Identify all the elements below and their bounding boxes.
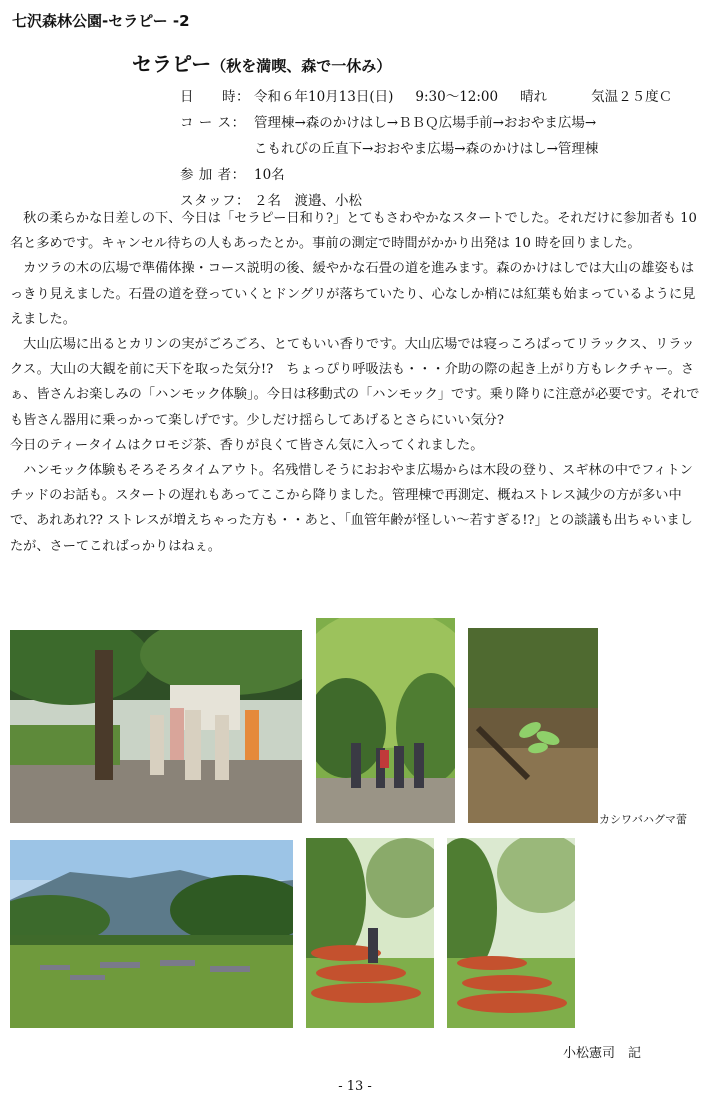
course-line-1: 管理棟→森のかけはし→ＢＢＱ広場手前→おおやま広場→ (254, 115, 597, 131)
article-body (10, 206, 704, 559)
photo-kashiwabahaguma-bud (468, 628, 598, 823)
photo-hammock-2-image (447, 838, 575, 1028)
photo-forest-path-image (316, 618, 455, 823)
date-text: 令和６年10月13日(日) (254, 89, 394, 105)
date-label: 日 時： (180, 89, 250, 105)
page-number: - 13 - (338, 1079, 372, 1094)
photo-hammock-2 (447, 838, 575, 1028)
page-header-title: 七沢森林公園-セラピー -2 (12, 12, 190, 30)
photo-forest-path (316, 618, 455, 823)
participants-row (180, 162, 672, 188)
weather-text: 晴れ (520, 89, 548, 105)
time-text: 9:30～12:00 (415, 89, 499, 105)
course-row (180, 110, 672, 136)
photo-caption: カシワバハグマ蕾 (599, 813, 687, 826)
article-title-main: セラピー (132, 52, 212, 76)
course-row-continued (180, 136, 672, 162)
photo-hammock-1-image (306, 838, 434, 1028)
course-line-2: こもれびの丘直下→おおやま広場→森のかけはし→管理棟 (254, 141, 599, 157)
event-info-block (180, 84, 672, 214)
date-row (180, 84, 672, 110)
photo-oyama-meadow-image (10, 840, 293, 1028)
paragraph-2: カツラの木の広場で準備体操・コース説明の後、緩やかな石畳の道を進みます。森のかけはしでは大山の雄姿もはっきり見えました。石畳の道を登っていくとドングリが落ちていたり、心なしか梢には紅葉も始まっているように見えました。 (10, 261, 696, 327)
date-value (254, 84, 672, 110)
paragraph-4: 今日のティータイムはクロモジ茶、香りが良くて皆さん気に入ってくれました。 (10, 437, 484, 453)
photo-kashiwabahaguma-bud-image (468, 628, 598, 823)
article-title (132, 48, 391, 77)
photo-group-at-signboard (10, 630, 302, 823)
author-signature: 小松憲司 記 (563, 1046, 642, 1061)
photo-oyama-meadow (10, 840, 293, 1028)
paragraph-1: 秋の柔らかな日差しの下、今日は「セラピー日和り?」とてもさわやかなスタートでした。それだけに参加者も 10名と多めです。キャンセル待ちの人もあったとか。事前の測定で時間がかかり出発は 10 時を回りました。 (10, 211, 697, 252)
staff-label: スタッフ： (180, 193, 250, 209)
paragraph-3: 大山広場に出るとカリンの実がごろごろ、とてもいい香りです。大山広場では寝っころばってリラックス、リラックス。大山の大観を前に天下を取った気分!? ちょっぴり呼吸法も・・・介助の際の起き上がり方もレクチャー。さぁ、皆さんお楽しみの「ハンモック体験」。今日は移動式の「ハンモック」です。乗り降りに注意が必要です。それでも皆さん器用に乗っかって楽しげです。少しだけ揺らしてあげるとさらにいい気分? (10, 337, 700, 428)
temperature-text: 気温２５度Ｃ (591, 89, 673, 105)
course-label: コ ー ス： (180, 115, 246, 131)
participants-value: 10名 (254, 167, 285, 183)
paragraph-5: ハンモック体験もそろそろタイムアウト。名残惜しそうにおおやま広場からは木段の登り、スギ林の中でフィトンチッドのお話も。スタートの遅れもあってここから降りました。管理棟で再測定、概ねストレス減少の方が多い中で、あれあれ?? ストレスが増えちゃった方も・・あと、「血管年齢が怪しい～若すぎる!?」との談議も出ちゃいましたが、さーてこればっかりはねぇ。 (10, 463, 693, 554)
staff-value: ２名 渡邉、小松 (254, 193, 362, 209)
article-subtitle: （秋を満喫、森で一休み） (211, 57, 392, 75)
photo-hammock-1 (306, 838, 434, 1028)
photo-group-at-signboard-image (10, 630, 302, 823)
participants-label: 参 加 者： (180, 167, 246, 183)
